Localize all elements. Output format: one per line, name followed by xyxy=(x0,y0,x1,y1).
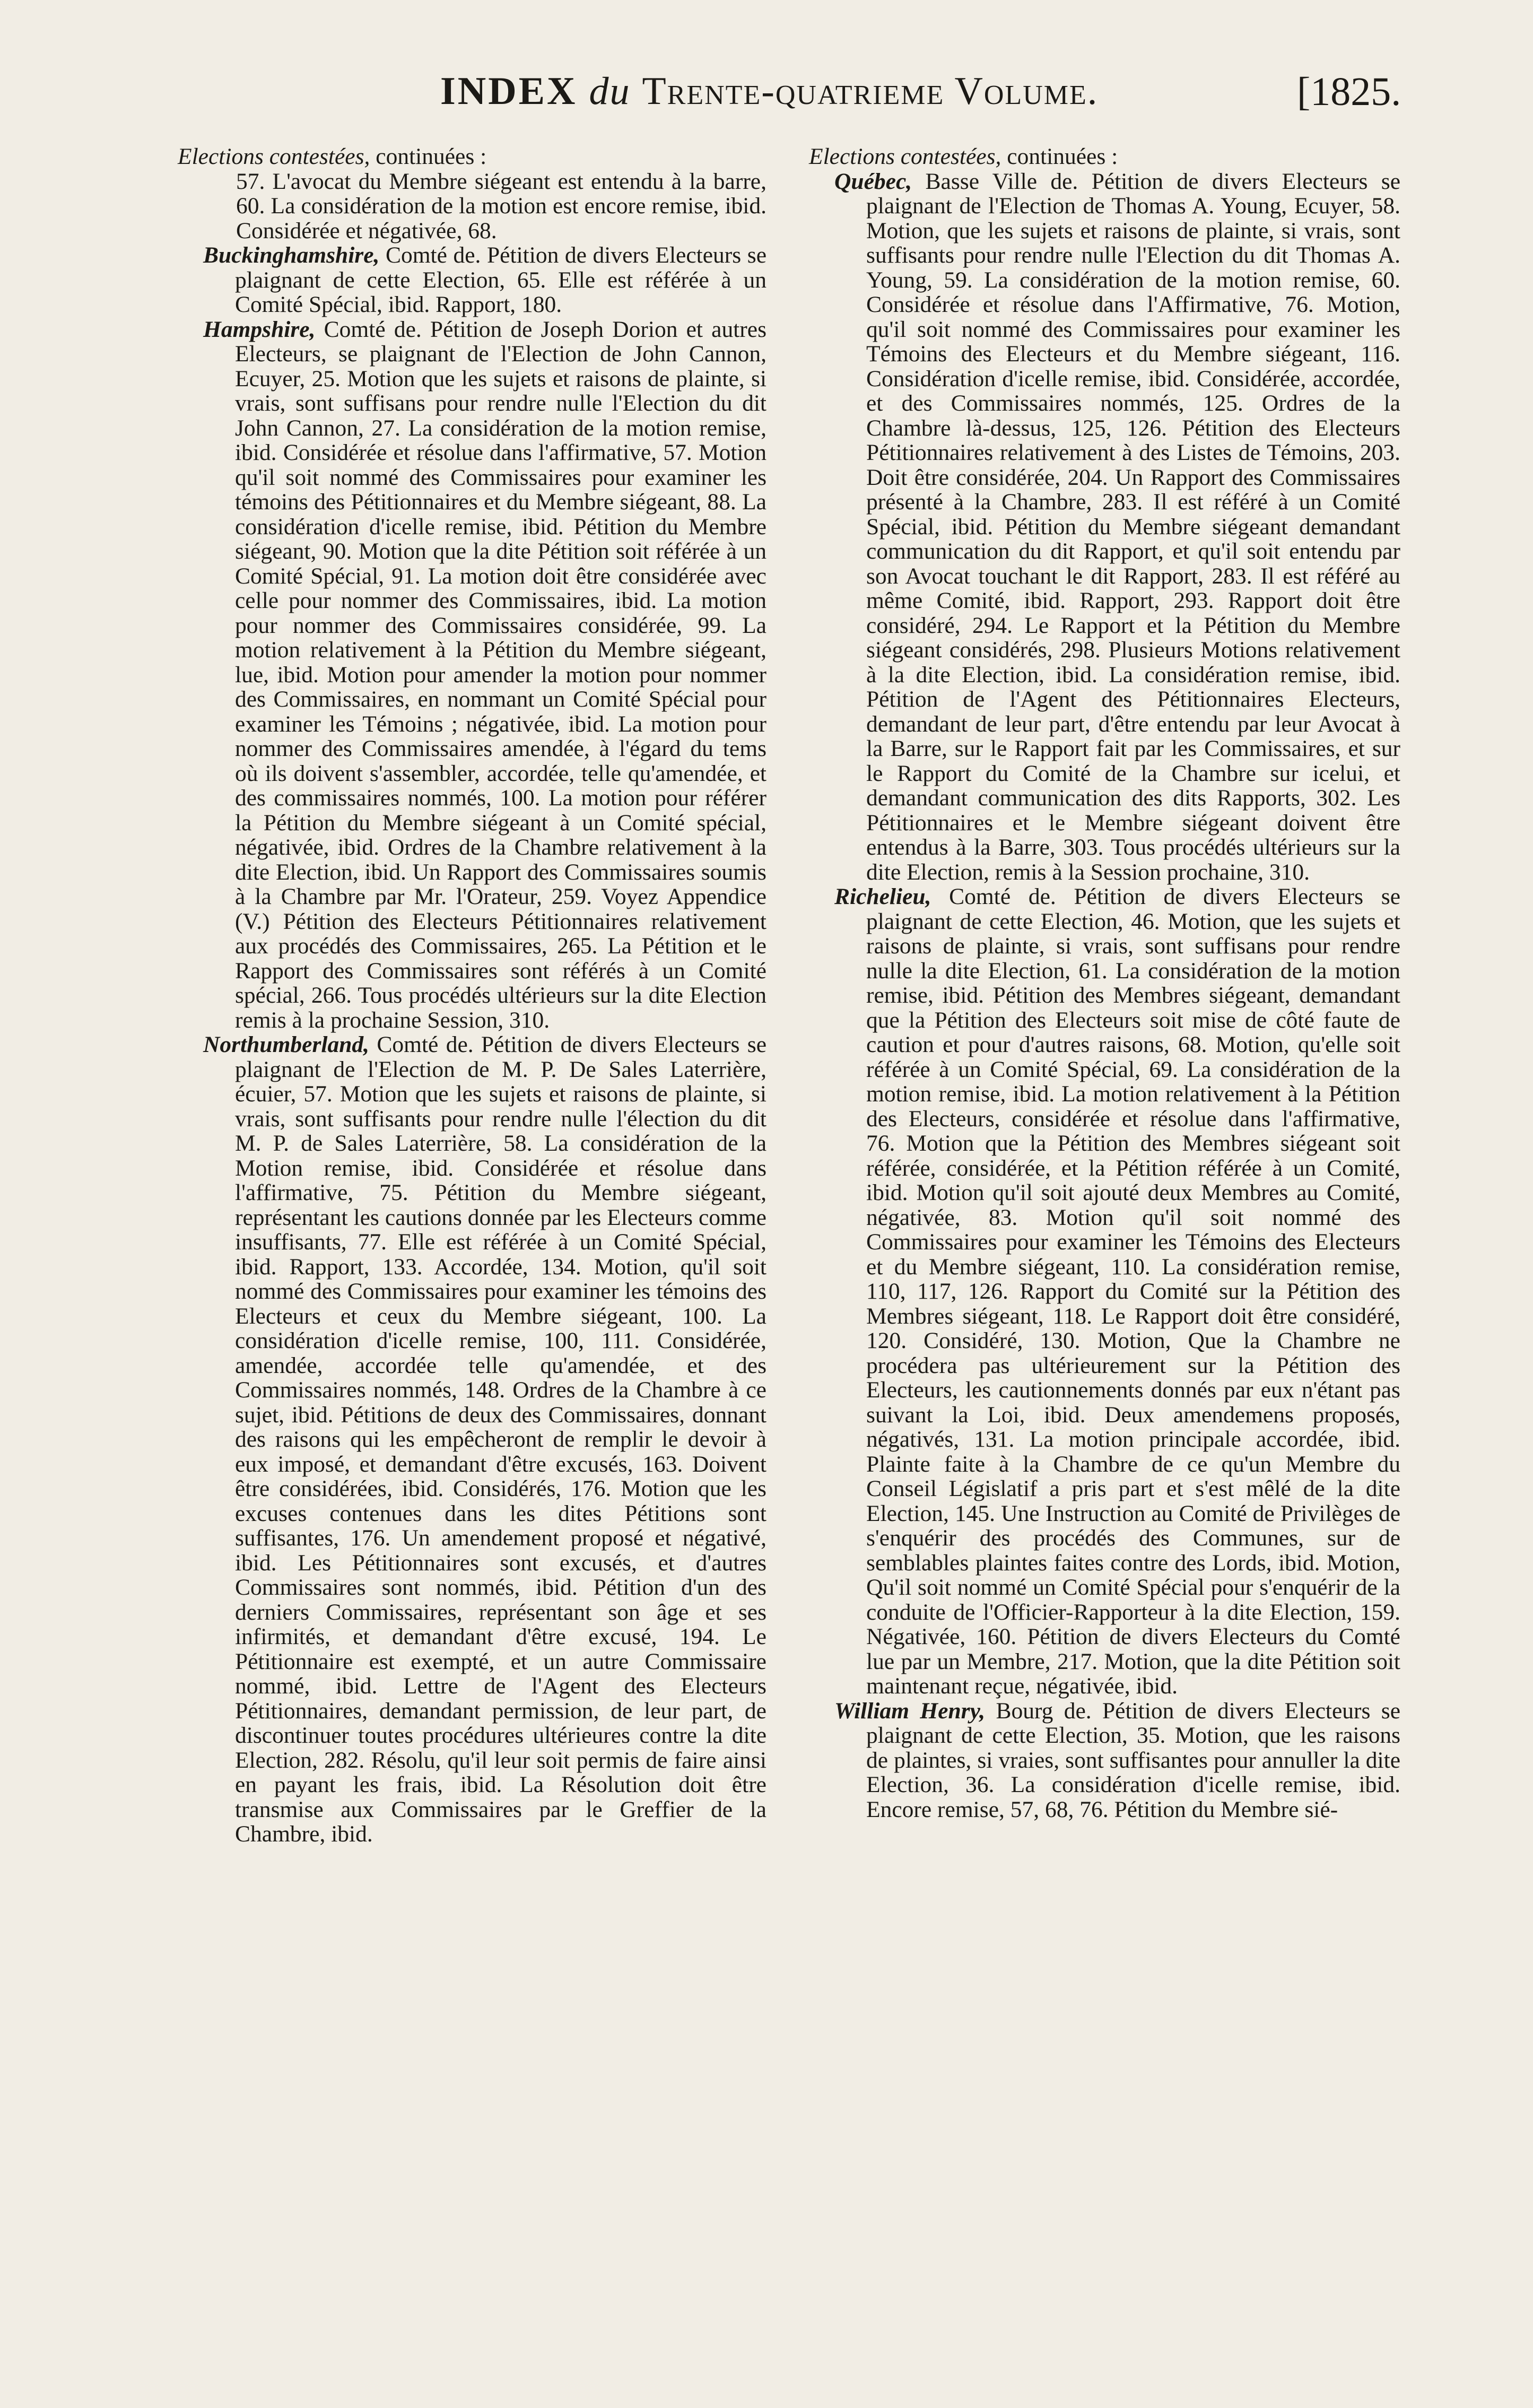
left-column xyxy=(178,144,766,1847)
right-column xyxy=(809,144,1400,1822)
entry-head: William Henry, xyxy=(834,1698,986,1724)
page-year: [1825. xyxy=(1297,69,1401,114)
index-entry xyxy=(809,169,1400,885)
entry-head: Northumberland, xyxy=(203,1032,370,1057)
entry-head: Hampshire, xyxy=(203,316,316,342)
index-entry xyxy=(178,317,766,1033)
index-entry xyxy=(178,243,766,317)
entry-body: Basse Ville de. Pétition de divers Electeurs se plaignant de l'Election de Thomas A. Young, Ecuyer, 58. Motion, que les sujets et raisons de plainte, si vrais, sont suffisants pour rendre nulle l'Election du dit Thomas A. Young, 59. La considération de la motion remise, 60. Considérée et résolue dans l'Affirmative, 76. Motion, qu'il soit nommé des Commissaires pour examiner les Témoins des Electeurs et du Membre siégeant, 116. Considération d'icelle remise, ibid. Considérée, accordée, et des Commissaires nommés, 125. Ordres de la Chambre là-dessus, 125, 126. Pétition des Electeurs Pétitionnaires relativement à des Listes de Témoins, 203. Doit être considérée, 204. Un Rapport des Commissaires présenté à la Chambre, 283. Il est référé à un Comité Spécial, ibid. Pétition du Membre siégeant demandant communication du dit Rapport, et qu'il soit entendu par son Avocat touchant le dit Rapport, 283. Il est référé au même Comité, ibid. Rapport, 293. Rapport doit être considéré, 294. Le Rapport et la Pétition du Membre siégeant considérés, 298. Plusieurs Motions relativement à la dite Election, ibid. La considération remise, ibid. Pétition de l'Agent des Pétitionnaires Electeurs, demandant de leur part, d'être entendu par leur Avocat à la Barre, sur le Rapport fait par les Commissaires, et sur le Rapport du Comité de la Chambre sur icelui, et demandant communication des dits Rapports, 302. Les Pétitionnaires et le Membre siégeant doivent être entendus à la Barre, 303. Tous procédés ultérieurs sur la dite Election, remis à la Session prochaine, 310. xyxy=(866,168,1400,885)
entry-body: Comté de. Pétition de divers Electeurs se plaignant de cette Election, 65. Elle est référée à un Comité Spécial, ibid. Rapport, 180. xyxy=(235,242,766,317)
title-volume-words: Trente-quatrieme Volume. xyxy=(642,69,1099,113)
entry-body: Bourg de. Pétition de divers Electeurs se plaignant de cette Election, 35. Motion, que les raisons de plaintes, si vraies, sont suffisantes pour annuller la dite Election, 36. La considération d'icelle remise, ibid. Encore remise, 57, 68, 76. Pétition du Membre sié- xyxy=(866,1698,1400,1822)
entry-head: Québec, xyxy=(834,168,912,194)
entry-body: Comté de. Pétition de divers Electeurs se plaignant de cette Election, 46. Motion, que les sujets et raisons de plainte, si vrais, sont suffisans pour rendre nulle la dite Election, 61. La considération de la motion remise, ibid. Pétition des Membres siégeant, demandant que la Pétition des Electeurs soit mise de côté faute de caution et pour d'autres raisons, 68. Motion, qu'elle soit référée à un Comité Spécial, 69. La considération de la motion remise, ibid. La motion relativement à la Pétition des Electeurs, considérée et résolue dans l'affirmative, 76. Motion que la Pétition des Membres siégeant soit référée, considérée, et la Pétition référée à un Comité, ibid. Motion qu'il soit ajouté deux Membres au Comité, négativée, 83. Motion qu'il soit nommé des Commissaires pour examiner les Témoins des Electeurs et du Membre siégeant, 110. La considération remise, 110, 117, 126. Rapport du Comité sur la Pétition des Membres siégeant, 118. Le Rapport doit être considéré, 120. Considéré, 130. Motion, Que la Chambre ne procédera pas ultérieurement sur la Pétition des Electeurs, les cautionnements donnés par eux n'étant pas suivant la Loi, ibid. Deux amendemens proposés, négativés, 131. La motion principale accordée, ibid. Plainte faite à la Chambre de ce qu'un Membre du Conseil Législatif a pris part et s'est mêlé de la dite Election, 145. Une Instruction au Comité de Privilèges de s'enquérir des procédés des Communes, sur de semblables plaintes faites contre des Lords, ibid. Motion, Qu'il soit nommé un Comité Spécial pour s'enquérir de la conduite de l'Officier-Rapporteur à la dite Election, 159. Négativée, 160. Pétition de divers Electeurs du Comté lue par un Membre, 217. Motion, que la dite Pétition soit maintenant reçue, négativée, ibid. xyxy=(866,884,1401,1699)
entry-head: Richelieu, xyxy=(834,884,931,909)
title-du-word: du xyxy=(589,69,631,113)
entry-body: Comté de. Pétition de divers Electeurs se plaignant de l'Election de M. P. De Sales Laterrière, écuier, 57. Motion que les sujets et raisons de plainte, si vrais, sont suffisants pour rendre nulle l'élection du dit M. P. de Sales Laterrière, 58. La considération de la Motion remise, ibid. Considérée et résolue dans l'affirmative, 75. Pétition du Membre siégeant, représentant les cautions donnée par les Electeurs comme insuffisants, 77. Elle est référée à un Comité Spécial, ibid. Rapport, 133. Accordée, 134. Motion, qu'il soit nommé des Commissaires pour examiner les témoins des Electeurs et ceux du Membre siégeant, 100. La considération d'icelle remise, 100, 111. Considérée, amendée, accordée telle qu'amendée, et des Commissaires nommés, 148. Ordres de la Chambre à ce sujet, ibid. Pétitions de deux des Commissaires, donnant des raisons qui les empêcheront de remplir le devoir à eux imposé, et demandant d'être excusés, 163. Doivent être considérées, ibid. Considérés, 176. Motion que les excuses contenues dans les dites Pétitions sont suffisantes, 176. Un amendement proposé et négativé, ibid. Les Pétitionnaires sont excusés, et d'autres Commissaires sont nommés, ibid. Pétition d'un des derniers Commissaires, représentant son âge et ses infirmités, et demandant d'être excusé, 194. Le Pétitionnaire est exempté, et un autre Commissaire nommé, ibid. Lettre de l'Agent des Electeurs Pétitionnaires, demandant permission, de leur part, de discontinuer toutes procédures ultérieures contre la dite Election, 282. Résolu, qu'il leur soit permis de faire ainsi en payant les frais, ibid. La Résolution doit être transmise aux Commissaires par le Greffier de la Chambre, ibid. xyxy=(235,1032,767,1847)
entry-body: Comté de. Pétition de Joseph Dorion et autres Electeurs, se plaignant de l'Election de John Cannon, Ecuyer, 25. Motion que les sujets et raisons de plainte, si vrais, sont suffisans pour rendre nulle l'Election du dit John Cannon, 27. La considération de la motion remise, ibid. Considérée et résolue dans l'affirmative, 57. Motion qu'il soit nommé des Commissaires pour examiner les témoins des Pétitionnaires et du Membre siégeant, 88. La considération d'icelle remise, ibid. Pétition du Membre siégeant, 90. Motion que la dite Pétition soit référée à un Comité Spécial, 91. La motion doit être considérée avec celle pour nommer des Commissaires, ibid. La motion pour nommer des Commissaires considérée, 99. La motion relativement à la Pétition du Membre siégeant, lue, ibid. Motion pour amender la motion pour nommer des Commissaires, en nommant un Comité Spécial pour examiner les Témoins ; négativée, ibid. La motion pour nommer des Commissaires amendée, à l'égard du tems où ils doivent s'assembler, accordée, telle qu'amendée, et des commissaires nommés, 100. La motion pour référer la Pétition du Membre siégeant à un Comité spécial, négativée, ibid. Ordres de la Chambre relativement à la dite Election, ibid. Un Rapport des Commissaires soumis à la Chambre par Mr. l'Orateur, 259. Voyez Appendice (V.) Pétition des Electeurs Pétitionnaires relativement aux procédés des Commissaires, 265. La Pétition et le Rapport des Commissaires sont référés à un Comité spécial, 266. Tous procédés ultérieurs sur la dite Election remis à la prochaine Session, 310. xyxy=(235,316,767,1033)
index-entry xyxy=(809,1699,1400,1822)
index-entry xyxy=(178,1032,766,1847)
running-title xyxy=(440,69,1098,114)
continued-text: 57. L'avocat du Membre siégeant est entendu à la barre, 60. La considération de la motion est encore remise, ibid. Considérée et négativée, 68. xyxy=(236,168,766,244)
title-index-word: INDEX xyxy=(440,69,578,113)
entry-head: Buckinghamshire, xyxy=(203,242,380,268)
page-header xyxy=(0,69,1533,133)
index-entry xyxy=(809,884,1400,1699)
continued-heading: Elections contestées, continuées : xyxy=(809,144,1118,169)
continued-heading: Elections contestées, continuées : xyxy=(178,144,487,169)
